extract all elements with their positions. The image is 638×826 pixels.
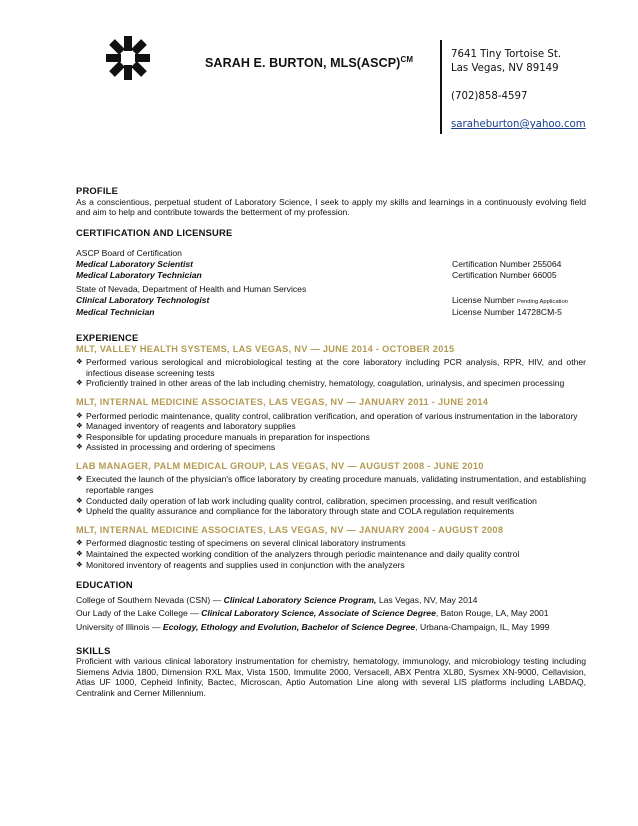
resume-body xyxy=(76,186,586,699)
degree-details: , Urbana-Champaign, IL, May 1999 xyxy=(415,622,550,632)
job-bullet: ❖ Monitored inventory of reagents and supplies used in conjunction with the analyzers xyxy=(76,560,586,571)
job-entry xyxy=(76,461,586,517)
license-title: Clinical Laboratory Technologist xyxy=(76,294,210,305)
job-bullet: ❖ Conducted daily operation of lab work including quality control, calibration, specimen processing, and result verification xyxy=(76,496,586,507)
education-heading: EDUCATION xyxy=(76,579,133,591)
state-board: State of Nevada, Department of Health and Human Services xyxy=(76,284,307,295)
job-title: MLT, VALLEY HEALTH SYSTEMS, LAS VEGAS, NV — JUNE 2014 - OCTOBER 2015 xyxy=(76,343,455,354)
pending-note: Pending Application xyxy=(516,298,568,305)
school-name: College of Southern Nevada (CSN) — xyxy=(76,594,222,605)
cert-row xyxy=(76,270,586,281)
license-row xyxy=(76,307,586,318)
credential-superscript: CM xyxy=(400,55,414,64)
ascp-board: ASCP Board of Certification xyxy=(76,248,182,259)
job-title: MLT, INTERNAL MEDICINE ASSOCIATES, LAS VEGAS, NV — JANUARY 2004 - AUGUST 2008 xyxy=(76,524,504,535)
phone-number: (702)858-4597 xyxy=(451,91,528,102)
job-bullet: ❖ Proficiently trained in other areas of the lab including chemistry, hematology, coagulation, urinalysis, and specimen processing xyxy=(76,378,586,389)
license-number: License Number 14728CM-5 xyxy=(452,307,562,318)
candidate-name xyxy=(205,55,413,70)
email-link[interactable]: saraheburton@yahoo.com xyxy=(451,119,586,130)
cert-number: Certification Number 66005 xyxy=(452,269,557,280)
school-name: University of Illinois — xyxy=(76,622,161,632)
job-bullet: ❖ Performed diagnostic testing of specimens on several clinical laboratory instruments xyxy=(76,538,586,549)
education-entry xyxy=(76,595,586,606)
job-bullet: ❖ Managed inventory of reagents and laboratory supplies xyxy=(76,421,586,432)
contact-block xyxy=(451,48,586,132)
skills-heading: SKILLS xyxy=(76,644,111,656)
job-entry xyxy=(76,525,586,570)
job-bullet: ❖ Maintained the expected working condition of the analyzers through periodic maintenance and daily quality control xyxy=(76,549,586,560)
candidate-name-text: SARAH E. BURTON, MLS(ASCP) xyxy=(205,56,401,71)
job-bullet: ❖ Executed the launch of the physician's office laboratory by creating procedure manuals, validating instrumentation, and establishing reportable ranges xyxy=(76,474,586,495)
job-title: MLT, INTERNAL MEDICINE ASSOCIATES, LAS VEGAS, NV — JANUARY 2011 - JUNE 2014 xyxy=(76,396,489,407)
cert-number: Certification Number 255064 xyxy=(452,258,562,269)
education-entry xyxy=(76,622,586,633)
job-bullet: ❖ Responsible for updating procedure manuals in preparation for inspections xyxy=(76,432,586,443)
degree-name: Clinical Laboratory Science, Associate of Science Degree xyxy=(201,608,436,619)
address-line-1: 7641 Tiny Tortoise St. xyxy=(451,49,562,60)
certification-heading: CERTIFICATION AND LICENSURE xyxy=(76,226,233,238)
degree-details: Las Vegas, NV, May 2014 xyxy=(378,594,478,605)
header-divider xyxy=(440,40,442,134)
asterisk-icon xyxy=(104,34,152,82)
job-entry xyxy=(76,344,586,389)
experience-heading: EXPERIENCE xyxy=(76,331,139,343)
school-name: Our Lady of the Lake College — xyxy=(76,608,199,619)
job-bullet: ❖ Performed periodic maintenance, quality control, calibration verification, and operation of various instrumentation in the laboratory xyxy=(76,411,586,422)
degree-name: Ecology, Ethology and Evolution, Bachelor of Science Degree xyxy=(162,622,416,632)
job-bullet: ❖ Performed various serological and microbiological testing at the core laboratory including PCR analysis, RPR, HIV, and other infectious disease screening tests xyxy=(76,357,586,378)
cert-title: Medical Laboratory Scientist xyxy=(76,258,194,269)
profile-heading: PROFILE xyxy=(76,185,119,196)
education-entry xyxy=(76,608,586,619)
degree-name: Clinical Laboratory Science Program, xyxy=(223,594,377,605)
license-number: License Number xyxy=(452,294,515,305)
address-line-2: Las Vegas, NV 89149 xyxy=(451,63,559,74)
job-title: LAB MANAGER, PALM MEDICAL GROUP, LAS VEGAS, NV — AUGUST 2008 - JUNE 2010 xyxy=(76,460,484,471)
license-title: Medical Technician xyxy=(76,307,155,318)
cert-row xyxy=(76,259,586,270)
degree-details: , Baton Rouge, LA, May 2001 xyxy=(435,608,549,619)
license-row xyxy=(76,295,586,308)
cert-title: Medical Laboratory Technician xyxy=(76,269,202,280)
job-entry xyxy=(76,397,586,453)
job-bullet: ❖ Upheld the quality assurance and compliance for the laboratory through state and COLA regulation requirements xyxy=(76,506,586,517)
skills-text: Proficient with various clinical laboratory instrumentation for chemistry, hematology, immunology, and microbiology testing including Siemens Advia 1800, Dimension RXL Max, Vista 1500, Immulite 2000, Versacell, ABX Pentra XL80, Sysmex XN-9000, Cellavision, Atlas UF 1000, Cepheid Infinity, Bactec, Microscan, Aptio Automation Line along with several LIS platforms including LABDAQ, Centralink and Cerner Millennium. xyxy=(76,656,586,698)
job-bullet: ❖ Assisted in processing and ordering of specimens xyxy=(76,442,586,453)
profile-text: As a conscientious, perpetual student of Laboratory Science, I seek to apply my skills and learnings in a continuously evolving field and aim to help and contribute towards the betterment of my profession. xyxy=(76,196,586,218)
